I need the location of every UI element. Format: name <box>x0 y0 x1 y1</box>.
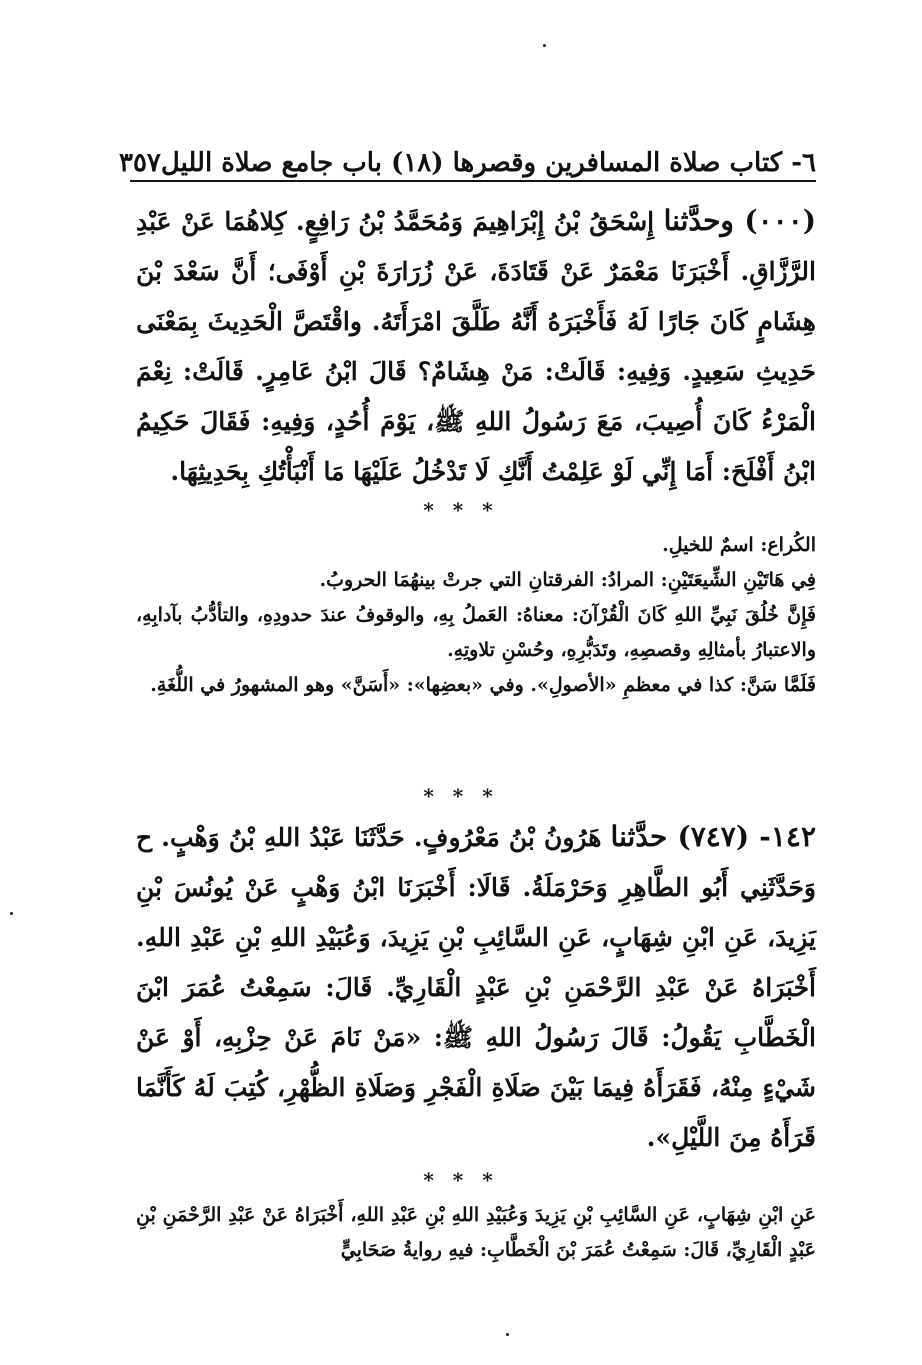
chapter-title: ٦- كتاب صلاة المسافرين وقصرها (١٨) باب جامع صلاة الليل <box>160 148 816 178</box>
hadith-number: ١٤٢- (٧٤٧) حدَّثنا <box>610 820 816 853</box>
note-line: فَإِنَّ خُلُقَ نَبِيِّ اللهِ كَانَ الْقُرْآنَ: معناهُ: العَملُ بِهِ، والوقوفُ عندَ حدودِهِ، والتأدُّبُ بآدابِهِ، والاعتبارُ بأمثالِهِ وقصصِهِ، وتَدَبُّرِهِ، وحُسْنِ تلاوتِهِ. <box>136 604 816 661</box>
hadith-block-1 <box>136 196 816 497</box>
scan-speck <box>543 44 546 47</box>
running-header <box>118 138 816 178</box>
section-separator: * * * <box>423 784 499 808</box>
header-rule <box>130 180 816 182</box>
scan-speck <box>10 912 13 915</box>
section-separator: * * * <box>423 498 499 522</box>
note-line: الكُراع: اسمٌ للخيلِ. <box>662 534 816 556</box>
hadith-text: هَرُونُ بْنُ مَعْرُوفٍ. حَدَّثَنَا عَبْدُ اللهِ بْنُ وَهْبٍ. ح وَحَدَّثَنِي أَبُو الطَّاهِرِ وَحَرْمَلَةُ. قَالَا: أَخْبَرَنَا ابْنُ وَهْبٍ عَنْ يُونُسَ بْنِ يَزِيدَ، عَنِ ابْنِ شِهَابٍ، عَنِ السَّائِبِ بْنِ يَزِيدَ، وَعُبَيْدِ اللهِ بْنِ عَبْدِ اللهِ. أَخْبَرَاهُ عَنْ عَبْدِ الرَّحْمَنِ بْنِ عَبْدٍ الْقَارِيِّ. قَالَ: سَمِعْتُ عُمَرَ ابْنَ الْخَطَّابِ يَقُولُ: قَالَ رَسُولُ اللهِ ﷺ: «مَنْ نَامَ عَنْ حِزْبِهِ، أَوْ عَنْ شَيْءٍ مِنْهُ، فَقَرَأَهُ فِيمَا بَيْنَ صَلَاةِ الْفَجْرِ وَصَلَاةِ الظُّهْرِ، كُتِبَ لَهُ كَأَنَّمَا قَرَأَهُ مِنَ اللَّيْلِ». <box>136 823 816 1152</box>
note-line: عَنِ ابْنِ شِهَابٍ، عَنِ السَّائِبِ بْنِ يَزِيدَ وَعُبَيْدِ اللهِ بْنِ عَبْدِ اللهِ، أَخْبَرَاهُ عَنْ عَبْدِ الرَّحْمَنِ بْنِ عَبْدٍ الْقَارِيِّ، قَالَ: سَمِعْتُ عُمَرَ بْنَ الْخَطَّابِ: فيهِ روايةُ صَحَابِيٍّ <box>136 1204 816 1261</box>
notes-block-1 <box>136 528 816 703</box>
scan-speck <box>506 1333 509 1336</box>
hadith-number: (٠٠٠) وحدَّثنا <box>663 204 816 237</box>
note-line: فِي هَاتَيْنِ الشِّيعَتَيْنِ: المرادُ: الفرقتانِ التي جرتْ بينهُمَا الحروبُ. <box>319 569 816 591</box>
note-line: فَلَمَّا سَنَّ: كذا في معظمِ «الأصولِ». وفي «بعضِها»: «أَسَنَّ» وهو المشهورُ في اللُّغَةِ. <box>150 674 816 696</box>
page-number: ٣٥٧ <box>118 148 161 178</box>
hadith-text: إِسْحَقُ بْنُ إِبْرَاهِيمَ وَمُحَمَّدُ بْنُ رَافِعٍ. كِلاهُمَا عَنْ عَبْدِ الرَّزَّاقِ. أَخْبَرَنَا مَعْمَرٌ عَنْ قَتَادَةَ، عَنْ زُرَارَةَ بْنِ أَوْفَى؛ أَنَّ سَعْدَ بْنَ هِشَامٍ كَانَ جَارًا لَهُ فَأَخْبَرَهُ أَنَّهُ طَلَّقَ امْرَأَتَهُ. واقْتَصَّ الْحَدِيثَ بِمَعْنَى حَدِيثِ سَعِيدٍ. وَفِيهِ: قَالَتْ: مَنْ هِشَامٌ؟ قَالَ ابْنُ عَامِرٍ. قَالَتْ: نِعْمَ الْمَرْءُ كَانَ أُصِيبَ، مَعَ رَسُولُ اللهِ ﷺ، يَوْمَ أُحُدٍ، وَفِيهِ: فَقَالَ حَكِيمُ ابْنُ أَفْلَحَ: أَمَا إِنِّي لَوْ عَلِمْتُ أَنَّكِ لَا تَدْخُلُ عَلَيْهَا مَا أَنْبَأْتُكِ بِحَدِيثِهَا. <box>136 207 816 486</box>
hadith-paragraph <box>136 812 816 1163</box>
notes-block-2 <box>136 1198 816 1268</box>
hadith-paragraph <box>136 196 816 497</box>
section-separator: * * * <box>423 1168 499 1192</box>
hadith-block-2 <box>136 812 816 1163</box>
